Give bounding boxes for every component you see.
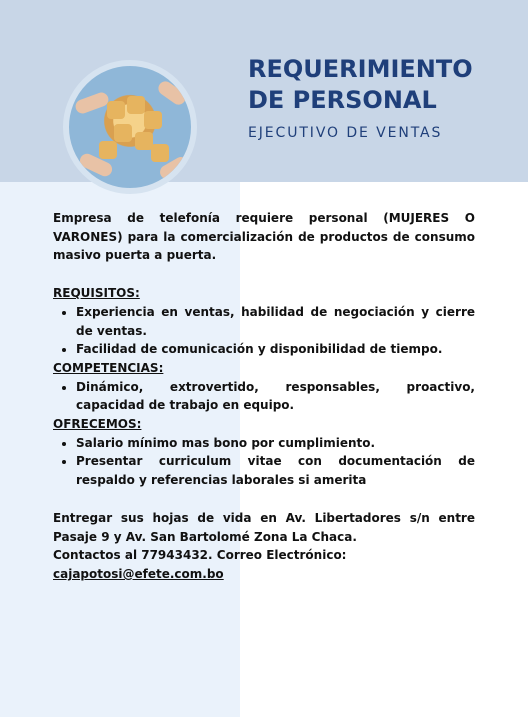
puzzle-piece	[99, 141, 117, 159]
requisitos-list	[53, 303, 475, 359]
announcement-body	[53, 209, 475, 584]
delivery-paragraph: Entregar sus hojas de vida en Av. Libertadores s/n entre Pasaje 9 y Av. San Bartolomé Zona La Chaca.	[53, 510, 475, 544]
page-subtitle: EJECUTIVO DE VENTAS	[248, 125, 443, 141]
ofrecemos-list	[53, 434, 475, 490]
team-puzzle-photo	[63, 60, 197, 194]
title-line-2: DE PERSONAL	[248, 86, 437, 114]
contact-line: Contactos al 77943432. Correo Electrónico:	[53, 548, 347, 563]
ofrecemos-heading: OFRECEMOS:	[53, 417, 142, 432]
contact-email-link[interactable]: cajapotosi@efete.com.bo	[53, 566, 224, 581]
competencias-list	[53, 378, 475, 415]
hand-shape	[74, 91, 111, 116]
competencias-heading: COMPETENCIAS:	[53, 360, 164, 375]
list-item: • Facilidad de comunicación y disponibilidad de tiempo.	[76, 340, 475, 359]
list-item: • Presentar curriculum vitae con documentación de respaldo y referencias laborales si amerita	[76, 452, 475, 489]
puzzle-piece	[127, 96, 145, 114]
puzzle-piece	[107, 101, 125, 119]
intro-paragraph: Empresa de telefonía requiere personal (MUJERES O VARONES) para la comercialización de productos de consumo masivo puerta a puerta.	[53, 211, 475, 263]
list-item: • Salario mínimo mas bono por cumplimiento.	[76, 434, 475, 453]
puzzle-piece	[114, 124, 132, 142]
title-line-1: REQUERIMIENTO	[248, 55, 473, 83]
puzzle-piece	[151, 144, 169, 162]
page-title	[248, 54, 473, 116]
requisitos-heading: REQUISITOS:	[53, 286, 140, 301]
list-item: • Dinámico, extrovertido, responsables, proactivo, capacidad de trabajo en equipo.	[76, 378, 475, 415]
puzzle-piece	[144, 111, 162, 129]
list-item: • Experiencia en ventas, habilidad de negociación y cierre de ventas.	[76, 303, 475, 340]
